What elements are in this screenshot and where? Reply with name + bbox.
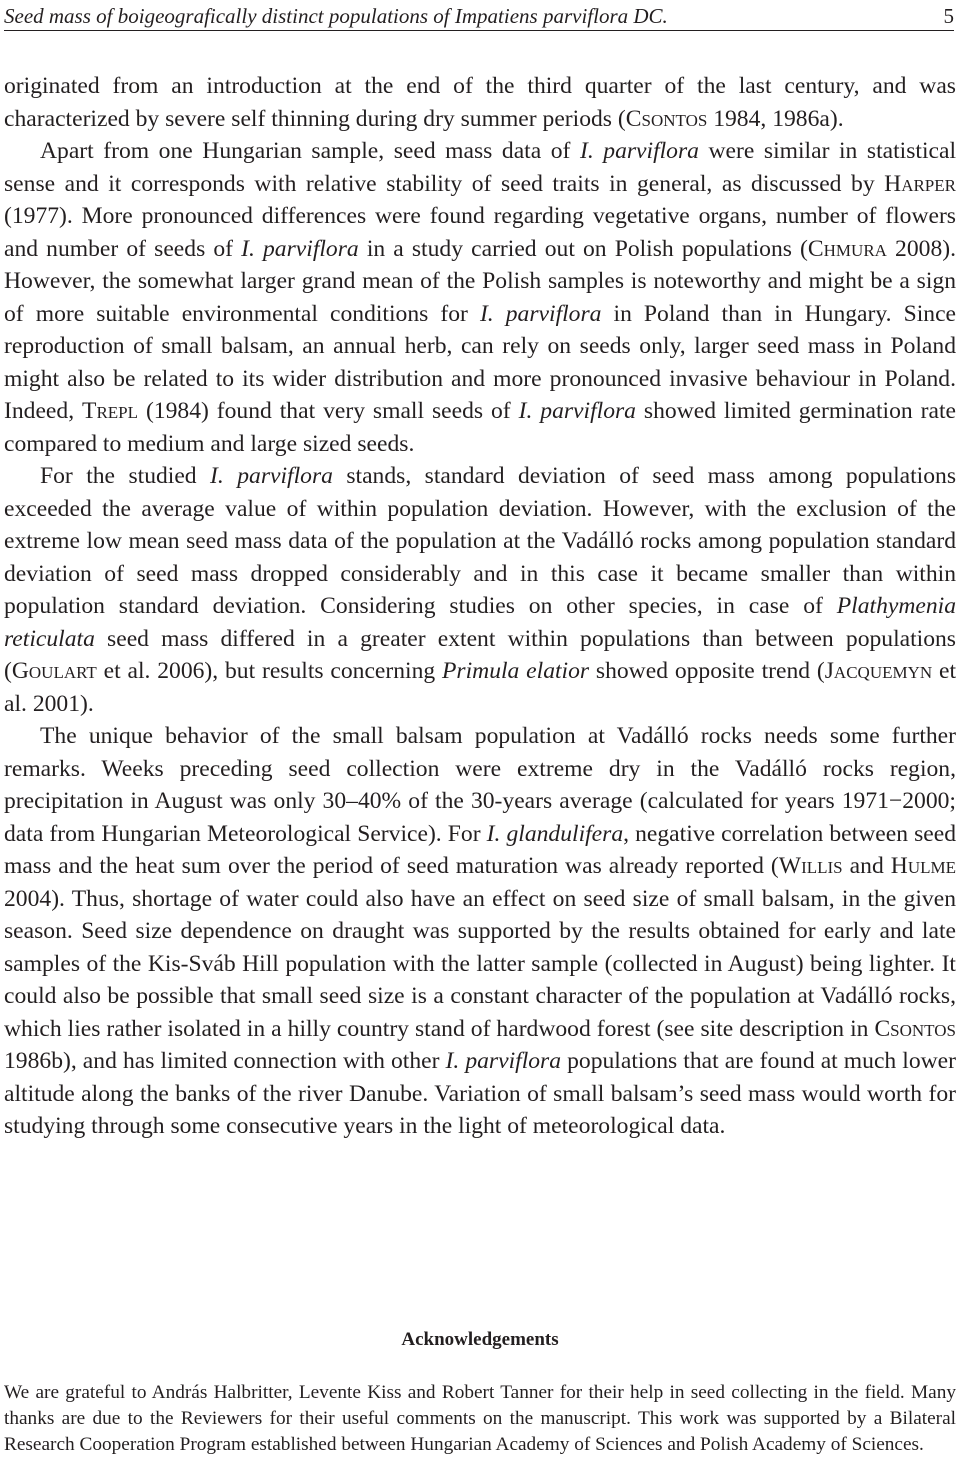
text-run: seed mass differed in a greater extent within populations than between populations (	[4, 625, 956, 684]
text-run: 2004). Thus, shortage of water could also have an effect on seed size of small balsam, in the given season. Seed size dependence on draught was supported by the results obtained for early and late samples of the Kis-Sváb Hill population with the latter sample (collected in August) being lighter. It could also be possible that small seed size is a constant character of the population at Vadálló rocks, which lies rather isolated in a hilly country stand of hardwood forest (see site description in	[4, 885, 956, 1042]
running-title: Seed mass of boigeografically distinct populations of Impatiens parviflora DC.	[4, 4, 668, 28]
text-run: For the studied	[40, 463, 211, 489]
text-run: stands, standard deviation of seed mass among populations exceeded the average value of within population deviation. However, with the exclusion of the extreme low mean seed mass data of the population at the Vadálló rocks among population standard deviation of seed mass dropped considerably and in this case it became smaller than within population standard deviation. Considering studies on other species, in case of	[4, 463, 957, 619]
text-run: 1986b), and has limited connection with other	[4, 1048, 446, 1074]
author-citation: Csontos	[625, 105, 708, 132]
text-run: et al. 2001).	[4, 658, 957, 717]
author-citation: Goulart	[11, 658, 97, 684]
page-number: 5	[943, 4, 954, 28]
text-run: The unique behavior of the small balsam population at Vadálló rocks needs some further remarks. Weeks preceding seed collection were extreme dry in the Vadálló rocks region, precipitation in August was only 30–40% of the 30-years average (calculated for years 1971−2000; data from Hungarian Meteorological Service). For	[4, 723, 956, 847]
species-name: I. parviflora	[445, 1048, 562, 1074]
text-run: were similar in statistical sense and it corresponds with relative stability of seed traits in general, as discussed by	[4, 138, 956, 197]
species-name: I. parviflora	[241, 235, 359, 262]
paragraph-vadallo-population	[4, 720, 956, 1143]
text-run: showed opposite trend (	[589, 658, 825, 684]
author-citation: Jacquemyn	[824, 658, 933, 684]
text-run: (1977). More pronounced differences were found regarding vegetative organs, number of flowers and number of seeds of	[4, 203, 956, 262]
species-name: Primula elatior	[442, 658, 590, 684]
acknowledgements-heading: Acknowledgements	[401, 1329, 559, 1350]
author-citation: Willis	[778, 853, 843, 879]
species-name: I. glandulifera	[486, 820, 624, 847]
text-run: , negative correlation between seed mass and the heat sum over the period of seed maturation was already reported (	[4, 820, 956, 879]
species-name: I. parviflora	[579, 138, 699, 164]
text-run: et al. 2006), but results concerning	[96, 658, 443, 684]
text-run: populations that are found at much lower altitude along the banks of the river Danube. Variation of small balsam’s seed mass would worth for studying through some consecutive years in the light of meteorological data.	[4, 1048, 956, 1139]
text-run: (1984) found that very small seeds of	[138, 398, 519, 424]
paragraph-continuation	[4, 70, 956, 135]
text-run: Apart from one Hungarian sample, seed mass data of	[40, 138, 580, 164]
text-run: and	[842, 853, 891, 879]
text-run: in Poland than in Hungary. Since reproduction of small balsam, an annual herb, can rely on seeds only, larger seed mass in Poland might also be related to its wider distribution and more pronounced invasive behaviour in Poland. Indeed,	[4, 300, 957, 424]
species-name: Plathymenia reticulata	[4, 593, 956, 652]
author-citation: Trepl	[82, 398, 139, 424]
text-run: originated from an introduction at the end of the third quarter of the last century, and was characterized by severe self thinning during dry summer periods (	[4, 73, 956, 132]
author-citation: Harper	[884, 170, 956, 197]
text-run: 2008). However, the somewhat larger grand mean of the Polish samples is noteworthy and might be a sign of more suitable environmental conditions for	[4, 235, 956, 327]
paragraph-seed-mass-comparison	[4, 135, 956, 460]
acknowledgements-text: We are grateful to András Halbritter, Levente Kiss and Robert Tanner for their help in seed collecting in the field. Many thanks are due to the Reviewers for their useful comments on the manuscript. This work was supported by a Bilateral Research Cooperation Program established between Hungarian Academy of Sciences and Polish Academy of Sciences.	[4, 1382, 956, 1455]
author-citation: Chmura	[807, 235, 887, 262]
species-name: I. parviflora	[518, 398, 636, 424]
text-run: in a study carried out on Polish populations (	[358, 235, 808, 262]
text-run: 1984, 1986a).	[707, 105, 844, 132]
author-citation: Hulme	[890, 853, 956, 879]
paragraph-standard-deviation	[4, 460, 956, 720]
author-citation: Csontos	[874, 1015, 956, 1042]
text-run: showed limited germination rate compared to medium and large sized seeds.	[4, 398, 956, 457]
running-header	[4, 2, 954, 31]
species-name: I. parviflora	[210, 463, 333, 489]
species-name: I. parviflora	[479, 300, 602, 327]
main-text	[4, 70, 956, 1143]
